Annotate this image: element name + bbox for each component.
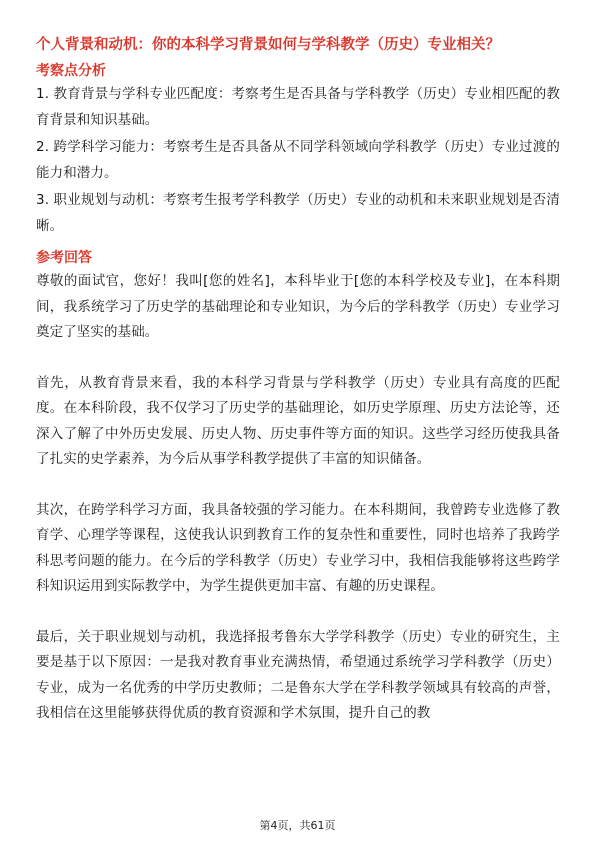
question-heading: 个人背景和动机：你的本科学习背景如何与学科教学（历史）专业相关？ [36,37,500,53]
answer-title: 参考回答 [36,250,92,266]
analysis-point: 1. 教育背景与学科专业匹配度：考察考生是否具备与学科教学（历史）专业相匹配的教育背景和知识基础。 [36,86,560,128]
document-body [36,34,560,727]
analysis-point: 2. 跨学科学习能力：考察考生是否具备从不同学科领域向学科教学（历史）专业过渡的能力和潜力。 [36,139,560,181]
answer-paragraph: 尊敬的面试官，您好！我叫[您的姓名]，本科毕业于[您的本科学校及专业]，在本科期间，我系统学习了历史学的基础理论和专业知识，为今后的学科教学（历史）专业学习奠定了坚实的基础。 [36,273,560,340]
answer-paragraph: 最后，关于职业规划与动机，我选择报考鲁东大学学科教学（历史）专业的研究生，主要是基于以下原因：一是我对教育事业充满热情，希望通过系统学习学科教学（历史）专业，成为一名优秀的中学历史教师；二是鲁东大学在学科教学领域具有较高的声誉，我相信在这里能够获得优质的教育资源和学术氛围，提升自己的教 [36,628,560,721]
analysis-point: 3. 职业规划与动机：考察考生报考学科教学（历史）专业的动机和未来职业规划是否清晰。 [36,192,560,234]
page-number: 第4页，共61页 [259,819,336,832]
analysis-points [36,82,560,239]
answer-paragraph: 首先，从教育背景来看，我的本科学习背景与学科教学（历史）专业具有高度的匹配度。在本科阶段，我不仅学习了历史学的基础理论，如历史学原理、历史方法论等，还深入了解了中外历史发展、历史人物、历史事件等方面的知识。这些学习经历使我具备了扎实的史学素养，为今后从事学科教学提供了丰富的知识储备。 [36,374,560,467]
answer-paragraph: 其次，在跨学科学习方面，我具备较强的学习能力。在本科期间，我曾跨专业选修了教育学、心理学等课程，这使我认识到教育工作的复杂性和重要性，同时也培养了我跨学科思考问题的能力。在今后的学科教学（历史）专业学习中，我相信我能够将这些跨学科知识运用到实际教学中，为学生提供更加丰富、有趣的历史课程。 [36,501,560,594]
analysis-title: 考察点分析 [36,63,106,79]
